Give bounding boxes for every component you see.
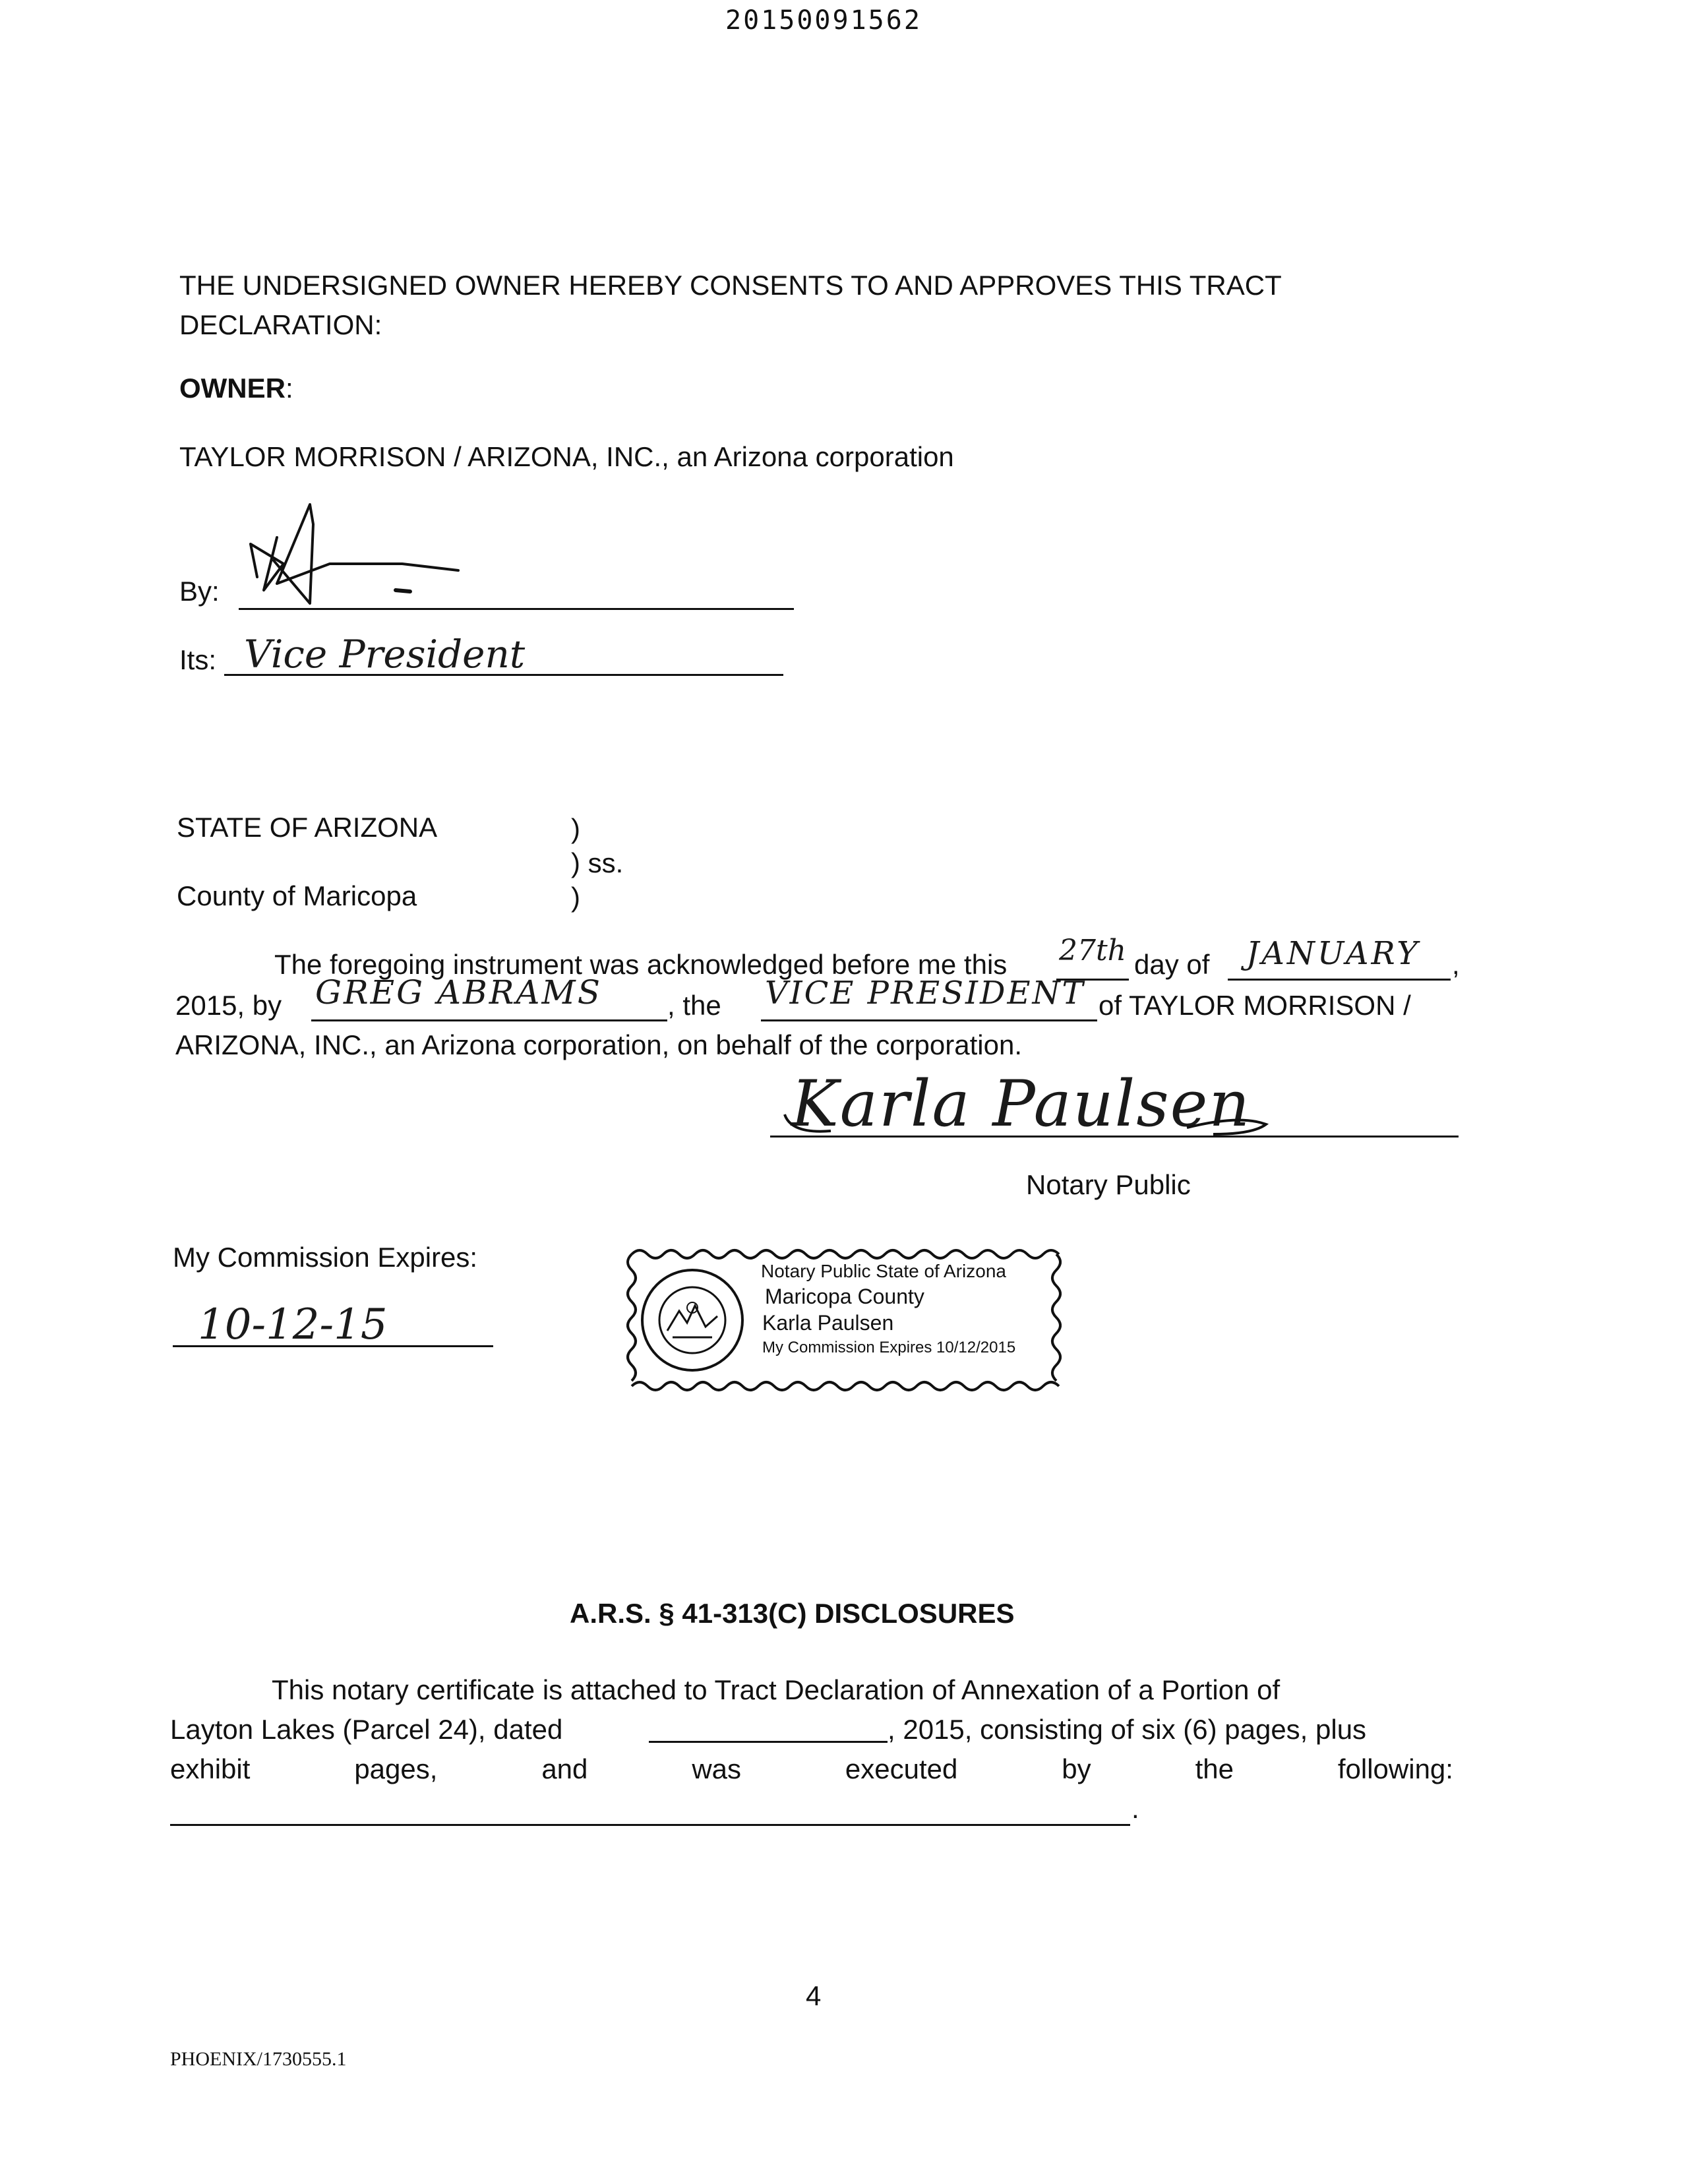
ack-day: 27th [1059,934,1127,967]
word: following: [1337,1753,1453,1784]
consent-line-2: DECLARATION: [179,309,382,340]
owner-heading [179,372,293,405]
word: the [1195,1753,1234,1784]
seal-text-3: Karla Paulsen [762,1311,894,1335]
its-line [224,674,783,676]
commission-date: 10-12-15 [198,1300,388,1349]
venue-state: STATE OF ARIZONA [177,812,438,843]
its-value: Vice President [244,632,526,677]
seal-text-2: Maricopa County [765,1285,924,1308]
commission-label: My Commission Expires: [173,1242,478,1273]
ack-title-line [761,1019,1097,1021]
ack-text-2a: 2015, by [175,990,282,1021]
disclosures-heading: A.R.S. § 41-313(C) DISCLOSURES [570,1598,1015,1629]
owner-label: OWNER [179,373,286,404]
word: by [1062,1753,1091,1784]
disclosures-line-2b: , 2015, consisting of six (6) pages, plus [888,1714,1367,1745]
by-label: By: [179,576,220,607]
its-label: Its: [179,644,217,675]
notary-signature-flourish [778,1095,1279,1147]
word: was [692,1753,742,1784]
disclosures-line-4-period: . [1131,1793,1139,1824]
venue-ss: ) ss. [571,847,624,878]
ack-name: GREG ABRAMS [315,973,602,1012]
ack-month: JANUARY [1246,935,1420,972]
by-signature-line [239,608,794,610]
ack-name-line [311,1019,667,1021]
word: executed [845,1753,958,1784]
dated-blank-line [649,1741,888,1743]
ack-text-3: ARIZONA, INC., an Arizona corporation, on behalf of the corporation. [175,1029,1022,1060]
ack-text-2c: of TAYLOR MORRISON / [1099,990,1411,1021]
seal-text-1: Notary Public State of Arizona [761,1261,1006,1281]
notary-signature-line [770,1136,1459,1138]
owner-signature-image [237,498,475,617]
ack-text-1a: The foregoing instrument was acknowledged before me this [274,949,1008,980]
page-number: 4 [806,1980,822,2011]
executed-by-blank-line [170,1824,1130,1826]
disclosures-line-2a: Layton Lakes (Parcel 24), dated [170,1714,563,1745]
disclosures-line-3 [170,1753,1453,1786]
notary-signature: Karla Paulsen [791,1067,1251,1141]
owner-colon: : [286,373,293,404]
ack-text-1b: day of [1134,949,1210,980]
commission-line [173,1345,493,1347]
word: exhibit [170,1753,251,1784]
venue-paren-1: ) [571,813,580,844]
word: and [541,1753,588,1784]
owner-entity: TAYLOR MORRISON / ARIZONA, INC., an Arizona corporation [179,441,954,472]
consent-line-1: THE UNDERSIGNED OWNER HEREBY CONSENTS TO AND APPROVES THIS TRACT [179,270,1282,301]
doc-reference: PHOENIX/1730555.1 [170,2048,347,2070]
ack-month-line [1228,979,1451,981]
document-number: 20150091562 [725,5,922,36]
word: pages, [354,1753,438,1784]
venue-paren-3: ) [571,882,580,913]
venue-county: County of Maricopa [177,880,417,911]
disclosures-line-1: This notary certificate is attached to Tract Declaration of Annexation of a Portion of [272,1674,1281,1705]
ack-text-2b: , the [667,990,721,1021]
ack-title: VICE PRESIDENT [765,975,1085,1012]
notary-public-label: Notary Public [1026,1169,1191,1200]
seal-text-4: My Commission Expires 10/12/2015 [762,1339,1016,1356]
ack-text-1c: , [1452,949,1460,980]
